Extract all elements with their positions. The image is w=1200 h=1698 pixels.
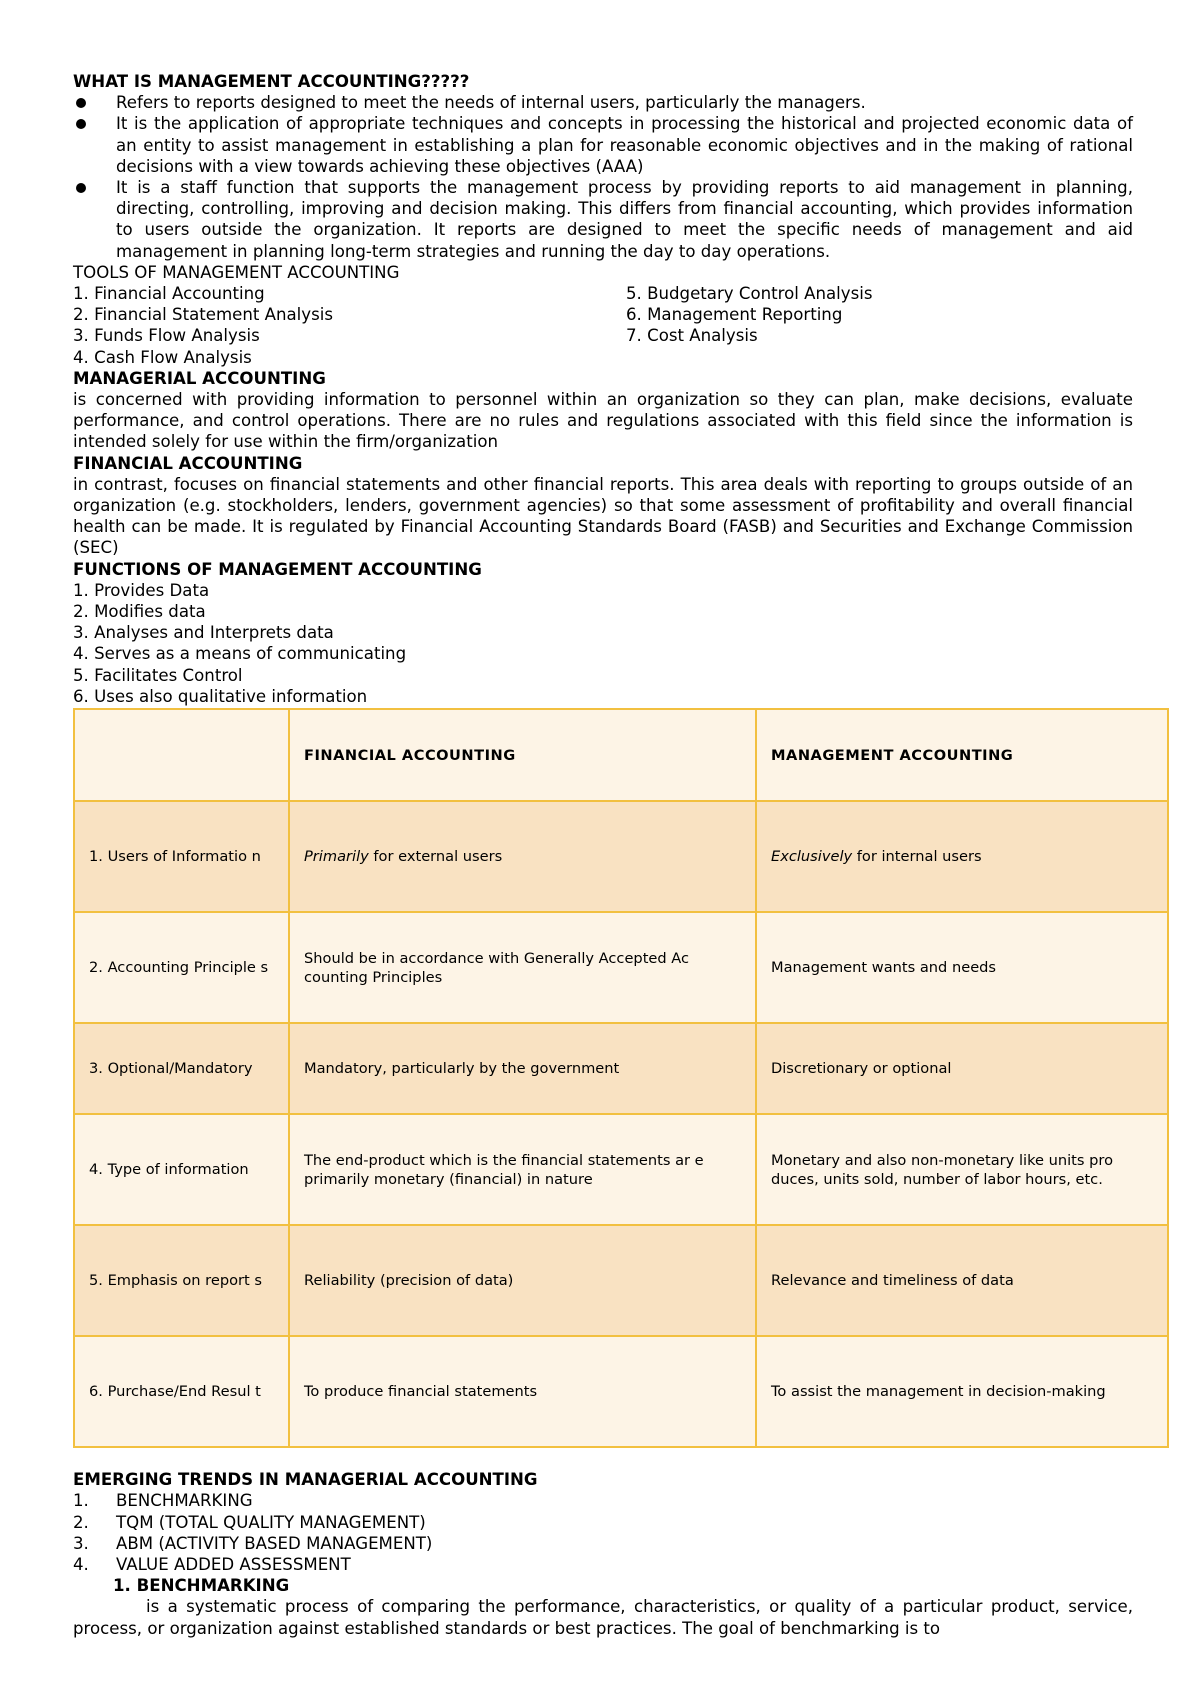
tool-item: 4. Cash Flow Analysis: [73, 347, 252, 367]
managerial-accounting-text: is concerned with providing information to personnel within an organization so they can plan, make decisions, evaluate performance, and control operations. There are no rules and regulations associated with this field since the information is intended solely for use within the firm/organization: [73, 390, 1133, 452]
management-cell: [756, 1114, 1168, 1225]
row-label-cell: 4. Type of information: [74, 1114, 289, 1225]
management-cell: [756, 1023, 1168, 1114]
function-item: 6. Uses also qualitative information: [73, 686, 368, 706]
management-cell: [756, 1225, 1168, 1336]
trend-item: [73, 1512, 1133, 1533]
bullet-item: [73, 177, 1133, 262]
financial-text: To produce financial statements: [304, 1383, 538, 1401]
management-emphasis: Exclusively: [771, 848, 853, 866]
function-item: 4. Serves as a means of communicating: [73, 644, 407, 664]
table-row: [74, 1225, 1168, 1336]
tools-left-column: [73, 283, 626, 368]
financial-text: Mandatory, particularly by the government: [304, 1060, 620, 1078]
management-text: To assist the management in decision-making: [771, 1383, 1106, 1401]
financial-emphasis: Primarily: [304, 848, 369, 866]
benchmarking-text: is a systematic process of comparing the performance, characteristics, or quality of a particular product, service, process, or organization against established standards or best practices. The goal of benchmarking is to: [73, 1597, 1133, 1638]
management-cell: [756, 1336, 1168, 1447]
document-page: [73, 71, 1133, 1639]
heading-what-is-management-accounting: WHAT IS MANAGEMENT ACCOUNTING?????: [73, 72, 470, 91]
tools-list: [73, 283, 1133, 368]
management-text: Management wants and needs: [771, 959, 997, 977]
financial-text: for external users: [368, 848, 503, 866]
financial-text: Should be in accordance with Generally Accepted Ac counting Principles: [304, 949, 690, 986]
row-label-cell: 6. Purchase/End Resul t: [74, 1336, 289, 1447]
trend-number: 2.: [73, 1512, 89, 1532]
tools-heading: TOOLS OF MANAGEMENT ACCOUNTING: [73, 262, 400, 282]
trend-text: VALUE ADDED ASSESSMENT: [116, 1554, 351, 1574]
trend-number: 3.: [73, 1533, 89, 1553]
tools-right-column: [626, 283, 1133, 368]
row-label-cell: 1. Users of Informatio n: [74, 801, 289, 912]
financial-text: The end-product which is the financial statements ar e primarily monetary (financial) in nature: [304, 1151, 704, 1188]
benchmarking-heading: 1. BENCHMARKING: [113, 1576, 290, 1596]
tool-item: 3. Funds Flow Analysis: [73, 326, 260, 346]
management-text: Monetary and also non-monetary like units pro duces, units sold, number of labor hours, etc.: [771, 1151, 1114, 1188]
row-label-cell: 2. Accounting Principle s: [74, 912, 289, 1023]
bullet-text: Refers to reports designed to meet the needs of internal users, particularly the managers.: [116, 93, 866, 113]
bullet-dot-icon: [76, 119, 86, 129]
function-item: 3. Analyses and Interprets data: [73, 623, 334, 643]
table-row: [74, 1023, 1168, 1114]
tool-item: 1. Financial Accounting: [73, 284, 265, 304]
management-text: Discretionary or optional: [771, 1060, 952, 1078]
tool-item: 7. Cost Analysis: [626, 326, 758, 346]
financial-accounting-text: in contrast, focuses on financial statements and other financial reports. This area deals with reporting to groups outside of an organization (e.g. stockholders, lenders, government agencies) so that some assessment of profitability and overall financial health can be made. It is regulated by Financial Accounting Standards Board (FASB) and Securities and Exchange Commission (SEC): [73, 474, 1133, 558]
table-row: [74, 1114, 1168, 1225]
comparison-table: [73, 708, 1169, 1448]
trend-item: [73, 1533, 1133, 1554]
bullet-item: [73, 113, 1133, 177]
financial-text: Reliability (precision of data): [304, 1272, 514, 1290]
managerial-accounting-heading: MANAGERIAL ACCOUNTING: [73, 368, 326, 388]
emerging-trends-heading: EMERGING TRENDS IN MANAGERIAL ACCOUNTING: [73, 1470, 538, 1490]
bullet-dot-icon: [76, 183, 86, 193]
table-header-cell: FINANCIAL ACCOUNTING: [289, 709, 756, 801]
trend-item: [73, 1554, 1133, 1575]
management-text: Relevance and timeliness of data: [771, 1272, 1014, 1290]
function-item: 5. Facilitates Control: [73, 665, 243, 685]
table-row: [74, 1336, 1168, 1447]
trend-text: BENCHMARKING: [116, 1491, 253, 1511]
function-item: 2. Modifies data: [73, 602, 206, 622]
table-header-row: [74, 709, 1168, 801]
trend-number: 1.: [73, 1491, 89, 1511]
tool-item: 5. Budgetary Control Analysis: [626, 284, 873, 304]
functions-heading: FUNCTIONS OF MANAGEMENT ACCOUNTING: [73, 559, 482, 579]
bullet-item: [73, 92, 1133, 113]
bullet-text: It is a staff function that supports the management process by providing reports to aid management in planning, directing, controlling, improving and decision making. This differs from financial accounting, which provides information to users outside the organization. It reports are designed to meet the specific needs of management and aid management in planning long-term strategies and running the day to day operations.: [116, 178, 1133, 261]
trend-text: TQM (TOTAL QUALITY MANAGEMENT): [116, 1512, 426, 1532]
bullet-dot-icon: [76, 98, 86, 108]
financial-cell: [289, 912, 756, 1023]
function-item: 1. Provides Data: [73, 580, 210, 600]
financial-cell: [289, 801, 756, 912]
bullet-text: It is the application of appropriate techniques and concepts in processing the historical and projected economic data of an entity to assist management in establishing a plan for reasonable economic objectives and in the making of rational decisions with a view towards achieving these objectives (AAA): [116, 114, 1133, 176]
table-row: [74, 912, 1168, 1023]
financial-cell: [289, 1336, 756, 1447]
trend-number: 4.: [73, 1554, 89, 1574]
financial-accounting-heading: FINANCIAL ACCOUNTING: [73, 453, 303, 473]
management-cell: [756, 912, 1168, 1023]
table-header-cell: MANAGEMENT ACCOUNTING: [756, 709, 1168, 801]
row-label-cell: 5. Emphasis on report s: [74, 1225, 289, 1336]
financial-cell: [289, 1225, 756, 1336]
management-text: for internal users: [852, 848, 982, 866]
financial-cell: [289, 1023, 756, 1114]
tool-item: 6. Management Reporting: [626, 305, 843, 325]
tool-item: 2. Financial Statement Analysis: [73, 305, 334, 325]
trend-item: [73, 1490, 1133, 1511]
trend-text: ABM (ACTIVITY BASED MANAGEMENT): [116, 1533, 433, 1553]
financial-cell: [289, 1114, 756, 1225]
management-cell: [756, 801, 1168, 912]
table-header-cell: [74, 709, 289, 801]
table-row: [74, 801, 1168, 912]
row-label-cell: 3. Optional/Mandatory: [74, 1023, 289, 1114]
